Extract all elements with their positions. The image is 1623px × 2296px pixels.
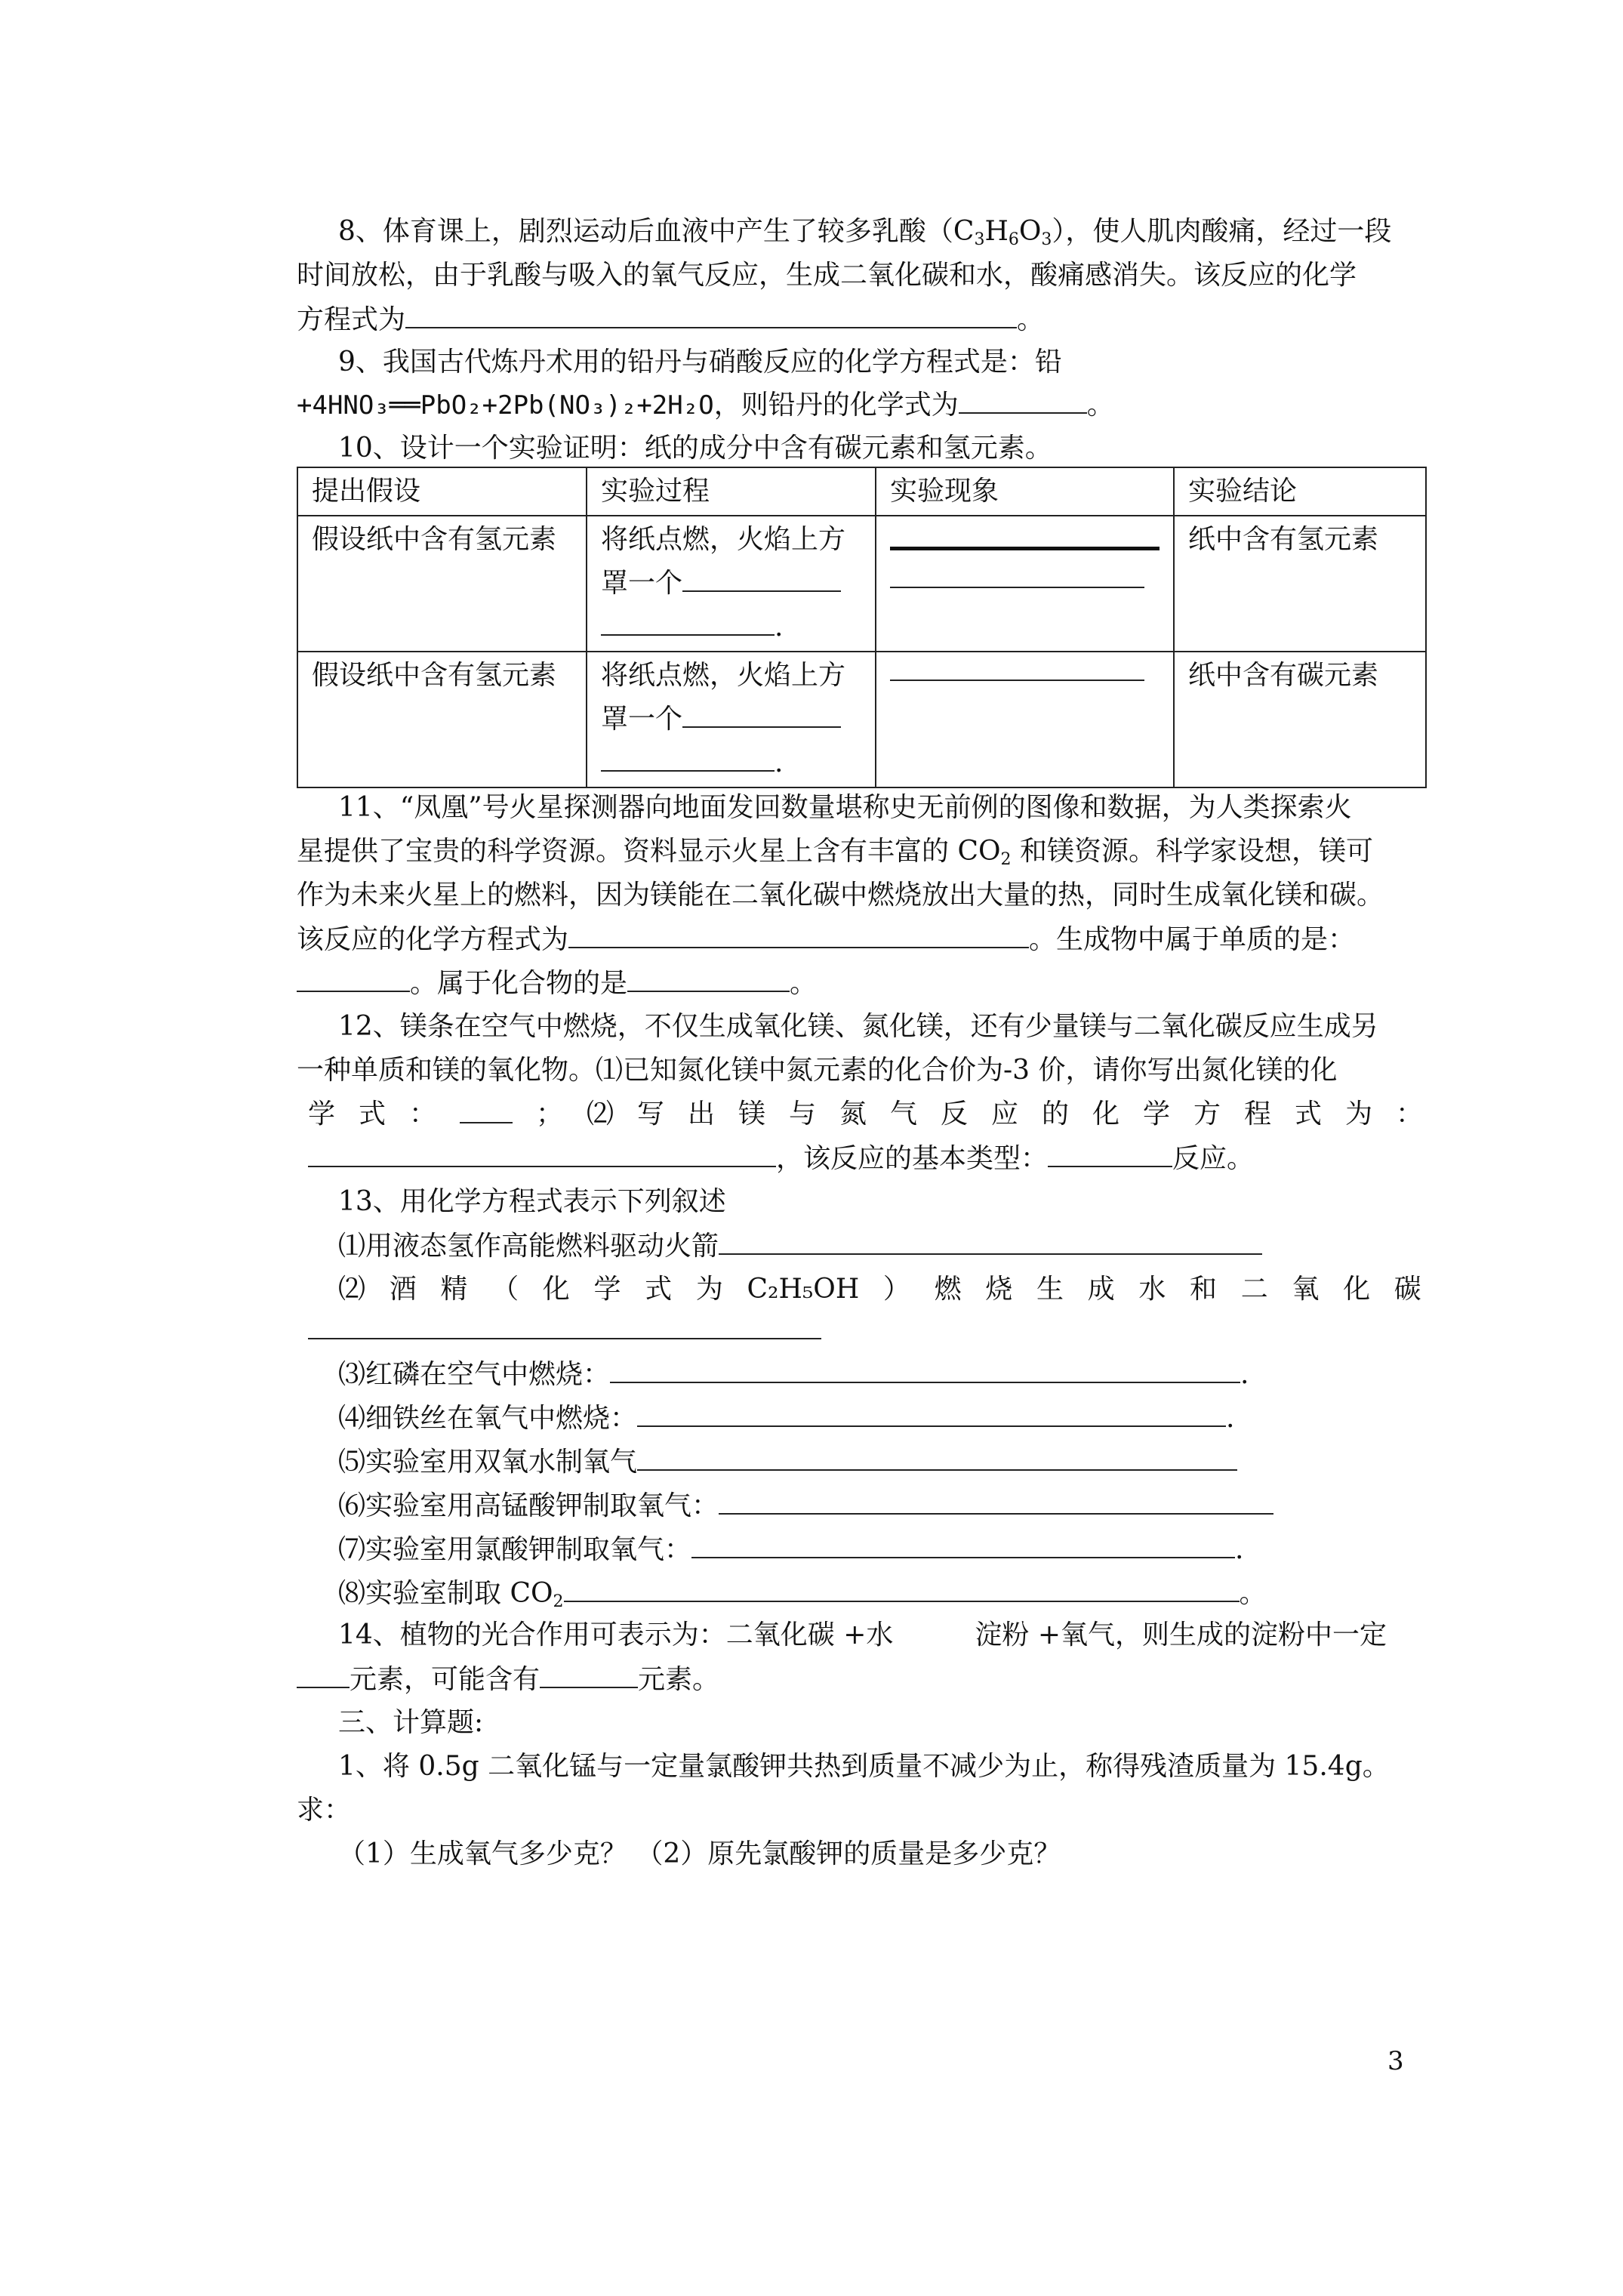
- calc-problem-1-questions: （1）生成氧气多少克？ （2）原先氯酸钾的质量是多少克？: [338, 1838, 1061, 1869]
- hypothesis-cell: 假设纸中含有氢元素: [297, 652, 587, 787]
- q11-line-4: [297, 921, 1355, 958]
- q13-char: ⑵: [338, 1274, 366, 1305]
- q12-line-3: [308, 1096, 1423, 1133]
- period: .: [1235, 1534, 1244, 1565]
- answer-blank[interactable]: [540, 1661, 638, 1688]
- q12-char: 反: [940, 1099, 968, 1130]
- q13-char: 二: [1240, 1274, 1268, 1305]
- q11-text: 。属于化合物的是: [410, 968, 628, 999]
- q9-equation: +4HNO₃══PbO₂+2Pb(NO₃)₂+2H₂O: [297, 390, 714, 421]
- q13-item-2-blank-line: [308, 1312, 821, 1349]
- answer-blank[interactable]: [405, 301, 1017, 328]
- hypothesis-cell: 假设纸中含有氢元素: [297, 516, 587, 652]
- answer-blank[interactable]: [1048, 1140, 1172, 1167]
- period: .: [775, 612, 784, 643]
- q8-text: ），使人肌肉酸痛，经过一段: [1052, 216, 1392, 247]
- answer-blank[interactable]: [297, 965, 410, 992]
- q8-text: O: [1018, 216, 1042, 247]
- q13-formula: C₂H₅OH: [747, 1274, 860, 1305]
- q12-char: 式: [1294, 1099, 1322, 1130]
- q13-char: 氧: [1292, 1274, 1320, 1305]
- q12-char: 与: [788, 1099, 816, 1130]
- q11-text: 星提供了宝贵的科学资源。资料显示火星上含有丰富的 CO: [297, 836, 1001, 867]
- q14-line-2: [297, 1661, 719, 1698]
- q8-text: 8、体育课上，剧烈运动后血液中产生了较多乳酸（C: [338, 216, 975, 247]
- answer-blank[interactable]: [890, 654, 1144, 681]
- answer-blank[interactable]: [682, 701, 841, 728]
- q8-text: H: [984, 216, 1009, 247]
- process-cell: [587, 516, 876, 652]
- q11-text: 该反应的化学方程式为: [297, 924, 569, 955]
- subscript: 2: [1000, 850, 1012, 869]
- table-header-row: [297, 467, 1426, 516]
- q13-char: 精: [440, 1274, 468, 1305]
- q11-text: 和镁资源。科学家设想，镁可: [1011, 836, 1373, 867]
- q13-item-8: [338, 1575, 1267, 1620]
- q12-char: 为: [1344, 1099, 1372, 1130]
- process-cell: [587, 652, 876, 787]
- q14-text: 元素，可能含有: [350, 1664, 540, 1695]
- table-row: [297, 652, 1426, 787]
- subscript: 3: [1041, 230, 1052, 249]
- q12-char: 学: [308, 1099, 336, 1130]
- answer-blank[interactable]: [637, 1444, 1237, 1471]
- q13-char: 化: [542, 1274, 570, 1305]
- answer-blank[interactable]: [959, 387, 1087, 414]
- q13-text: ⑴用液态氢作高能燃料驱动火箭: [338, 1231, 719, 1262]
- q12-char: 的: [1041, 1099, 1069, 1130]
- q12-char: ⑵: [586, 1099, 614, 1130]
- q12-line-1: 12、镁条在空气中燃烧，不仅生成氧化镁、氮化镁，还有少量镁与二氧化碳反应生成另: [338, 1011, 1378, 1042]
- q13-char: 化: [1343, 1274, 1371, 1305]
- q13-item-7: [338, 1531, 1243, 1568]
- q11-line-3: 作为未来火星上的燃料，因为镁能在二氧化碳中燃烧放出大量的热，同时生成氧化镁和碳。: [297, 880, 1384, 911]
- q13-text: ⑻实验室制取 CO: [338, 1578, 553, 1609]
- q12-char: ：: [1395, 1099, 1423, 1130]
- q9-text: ，则铅丹的化学式为: [713, 390, 959, 421]
- q11-line-5: [297, 965, 817, 1002]
- subscript: 2: [553, 1592, 564, 1611]
- answer-blank[interactable]: [564, 1575, 1240, 1602]
- q12-char: 气: [889, 1099, 917, 1130]
- answer-blank[interactable]: [627, 965, 790, 992]
- q13-text: ⑸实验室用双氧水制氧气: [338, 1447, 638, 1478]
- q12-text: 反应。: [1172, 1143, 1255, 1174]
- q8-text: 方程式为: [297, 304, 406, 335]
- answer-blank[interactable]: [691, 1531, 1235, 1558]
- q10-line-1: 10、设计一个实验证明：纸的成分中含有碳元素和氢元素。: [338, 433, 1052, 464]
- q13-text: ⑷细铁丝在氧气中燃烧：: [338, 1403, 638, 1434]
- q13-char: 为: [695, 1274, 723, 1305]
- table-header: 实验过程: [587, 467, 876, 516]
- table-row: [297, 516, 1426, 652]
- table-header: 提出假设: [297, 467, 587, 516]
- q9-line-1: 9、我国古代炼丹术用的铅丹与硝酸反应的化学方程式是：铅: [338, 347, 1062, 378]
- answer-blank[interactable]: [601, 609, 775, 636]
- answer-blank[interactable]: [719, 1228, 1262, 1255]
- period: 。: [1239, 1578, 1267, 1609]
- q13-char: 式: [645, 1274, 673, 1305]
- answer-blank[interactable]: [719, 1487, 1273, 1515]
- answer-blank[interactable]: [460, 1096, 513, 1123]
- q12-line-2: 一种单质和镁的氧化物。⑴已知氮化镁中氮元素的化合价为-3 价，请你写出氮化镁的化: [297, 1055, 1338, 1086]
- period: .: [775, 747, 784, 778]
- q8-line-3: [297, 301, 1044, 338]
- q12-char: 化: [1092, 1099, 1119, 1130]
- q13-item-3: [338, 1356, 1249, 1393]
- period: .: [1226, 1403, 1235, 1434]
- q13-text: ⑹实验室用高锰酸钾制取氧气：: [338, 1490, 719, 1521]
- section-3-title: 三、计算题:: [338, 1707, 484, 1738]
- q13-char: 水: [1138, 1274, 1166, 1305]
- page-number: 3: [1387, 2046, 1404, 2076]
- q13-text: ⑺实验室用氯酸钾制取氧气：: [338, 1534, 692, 1565]
- phenomenon-cell: [876, 516, 1174, 652]
- q13-item-4: [338, 1400, 1234, 1437]
- q12-char: 方: [1193, 1099, 1221, 1130]
- answer-blank[interactable]: [890, 524, 1160, 550]
- q12-char: 应: [990, 1099, 1018, 1130]
- q13-char: 烧: [985, 1274, 1013, 1305]
- calc-problem-1-ask: 求：: [297, 1795, 352, 1826]
- q8-line-2: 时间放松，由于乳酸与吸入的氧气反应，生成二氧化碳和水，酸痛感消失。该反应的化学: [297, 260, 1357, 291]
- q13-char: 学: [593, 1274, 621, 1305]
- answer-blank[interactable]: [601, 744, 775, 772]
- q13-item-6: [338, 1487, 1273, 1524]
- q13-item-2: [338, 1271, 1421, 1308]
- q12-char: 氮: [839, 1099, 867, 1130]
- q12-char: 学: [1142, 1099, 1170, 1130]
- q13-char: ）: [882, 1274, 910, 1305]
- answer-blank[interactable]: [637, 1400, 1226, 1427]
- period: .: [1240, 1359, 1249, 1390]
- process-text: 将纸点燃，火焰上方罩一个: [601, 524, 846, 599]
- answer-blank[interactable]: [308, 1140, 776, 1167]
- q11-line-1: 11、“凤凰”号火星探测器向地面发回数量堪称史无前例的图像和数据，为人类探索火: [338, 792, 1352, 823]
- q13-text: ⑶红磷在空气中燃烧：: [338, 1359, 611, 1390]
- conclusion-cell: 纸中含有碳元素: [1174, 652, 1426, 787]
- phenomenon-cell: [876, 652, 1174, 787]
- q13-item-5: [338, 1444, 1237, 1481]
- q12-char: 写: [636, 1099, 664, 1130]
- q13-char: 酒: [389, 1274, 417, 1305]
- q11-text: 。生成物中属于单质的是：: [1029, 924, 1356, 955]
- q12-char: 镁: [738, 1099, 765, 1130]
- q13-char: 生: [1036, 1274, 1064, 1305]
- q14-text: 元素。: [638, 1664, 720, 1695]
- table-header: 实验结论: [1174, 467, 1426, 516]
- process-text: 将纸点燃，火焰上方罩一个: [601, 660, 846, 735]
- q13-item-1: [338, 1228, 1262, 1265]
- table-header: 实验现象: [876, 467, 1174, 516]
- q13-title: 13、用化学方程式表示下列叙述: [338, 1186, 726, 1217]
- q12-line-4: [308, 1140, 1254, 1177]
- q13-char: 碳: [1394, 1274, 1421, 1305]
- q9-line-2: [297, 387, 1114, 424]
- subscript: 6: [1008, 230, 1019, 249]
- calc-problem-1: 1、将 0.5g 二氧化锰与一定量氯酸钾共热到质量不减少为止，称得残渣质量为 15.4g。: [338, 1751, 1390, 1782]
- answer-blank[interactable]: [682, 565, 841, 592]
- subscript: 3: [974, 230, 985, 249]
- q8-line-1: [338, 214, 1391, 258]
- q9-text: 。: [1086, 390, 1114, 421]
- q13-char: （: [491, 1274, 519, 1305]
- q8-text: 。: [1017, 304, 1045, 335]
- conclusion-cell: 纸中含有氢元素: [1174, 516, 1426, 652]
- q11-text: 。: [790, 968, 818, 999]
- q13-char: 燃: [934, 1274, 962, 1305]
- answer-blank[interactable]: [297, 1661, 350, 1688]
- answer-blank[interactable]: [610, 1356, 1240, 1383]
- q13-char: 成: [1087, 1274, 1115, 1305]
- answer-blank[interactable]: [308, 1312, 821, 1339]
- q14-line-1: 14、植物的光合作用可表示为：二氧化碳 +水 淀粉 +氧气，则生成的淀粉中一定: [338, 1620, 1387, 1650]
- answer-blank[interactable]: [568, 921, 1029, 948]
- q13-char: 和: [1190, 1274, 1218, 1305]
- q12-char: ：: [409, 1099, 437, 1130]
- answer-blank[interactable]: [890, 561, 1144, 588]
- q12-char: 式: [359, 1099, 387, 1130]
- q12-text: ，该反应的基本类型：: [776, 1143, 1049, 1174]
- q12-char: 出: [687, 1099, 715, 1130]
- experiment-table: [297, 467, 1427, 788]
- q12-char: 程: [1243, 1099, 1271, 1130]
- q11-line-2: [297, 834, 1373, 878]
- q12-char: ；: [535, 1099, 563, 1130]
